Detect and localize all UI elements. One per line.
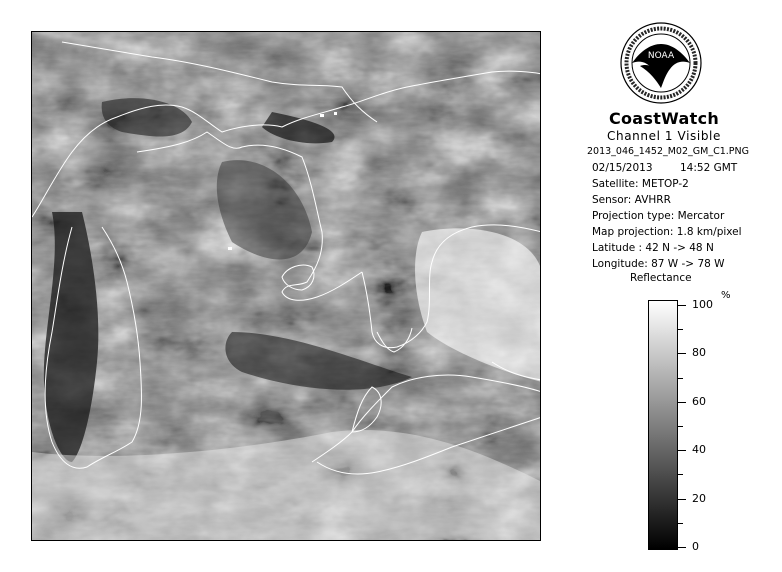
colorbar-tick-label: 80 — [692, 346, 706, 360]
noaa-logo-icon — [620, 22, 702, 104]
island-marker — [320, 114, 324, 117]
noaa-logo-text: NOAA — [647, 51, 675, 61]
colorbar-minor-tick — [678, 426, 683, 427]
island-marker — [228, 247, 232, 250]
colorbar-tick-label: 60 — [692, 394, 706, 408]
colorbar-major-tick — [678, 305, 686, 306]
colorbar-tick-label: 40 — [692, 443, 706, 457]
satellite-image-svg — [32, 32, 541, 541]
date-label: 02/15/2013 — [592, 162, 653, 174]
colorbar-tick-label: 100 — [692, 298, 713, 311]
metadata-map-projection: Map projection: 1.8 km/pixel — [592, 226, 742, 238]
metadata-projection-type: Projection type: Mercator — [592, 210, 725, 222]
colorbar-minor-tick — [678, 474, 683, 475]
filename-label: 2013_046_1452_M02_GM_C1.PNG — [587, 146, 749, 157]
colorbar-minor-tick — [678, 523, 683, 524]
metadata-longitude: Longitude: 87 W -> 78 W — [592, 258, 725, 270]
colorbar — [648, 300, 678, 550]
channel-label: Channel 1 Visible — [607, 129, 721, 143]
colorbar-major-tick — [678, 499, 686, 500]
noaa-logo — [620, 22, 702, 104]
colorbar-minor-tick — [678, 378, 683, 379]
island-marker — [334, 112, 337, 115]
colorbar-major-tick — [678, 450, 686, 451]
brand-title: CoastWatch — [608, 109, 720, 128]
colorbar-minor-tick — [678, 329, 683, 330]
time-label: 14:52 GMT — [680, 162, 738, 174]
metadata-sensor: Sensor: AVHRR — [592, 194, 671, 206]
colorbar-ticks — [678, 300, 758, 552]
colorbar-tick-label: 20 — [692, 491, 706, 505]
colorbar-major-tick — [678, 402, 686, 403]
colorbar-major-tick — [678, 353, 686, 354]
colorbar-unit: % — [721, 290, 731, 301]
colorbar-major-tick — [678, 547, 686, 548]
satellite-image — [31, 31, 541, 541]
metadata-satellite: Satellite: METOP-2 — [592, 178, 689, 190]
metadata-latitude: Latitude : 42 N -> 48 N — [592, 242, 714, 254]
colorbar-tick-label: 0 — [692, 540, 699, 553]
colorbar-title: Reflectance — [630, 272, 692, 284]
